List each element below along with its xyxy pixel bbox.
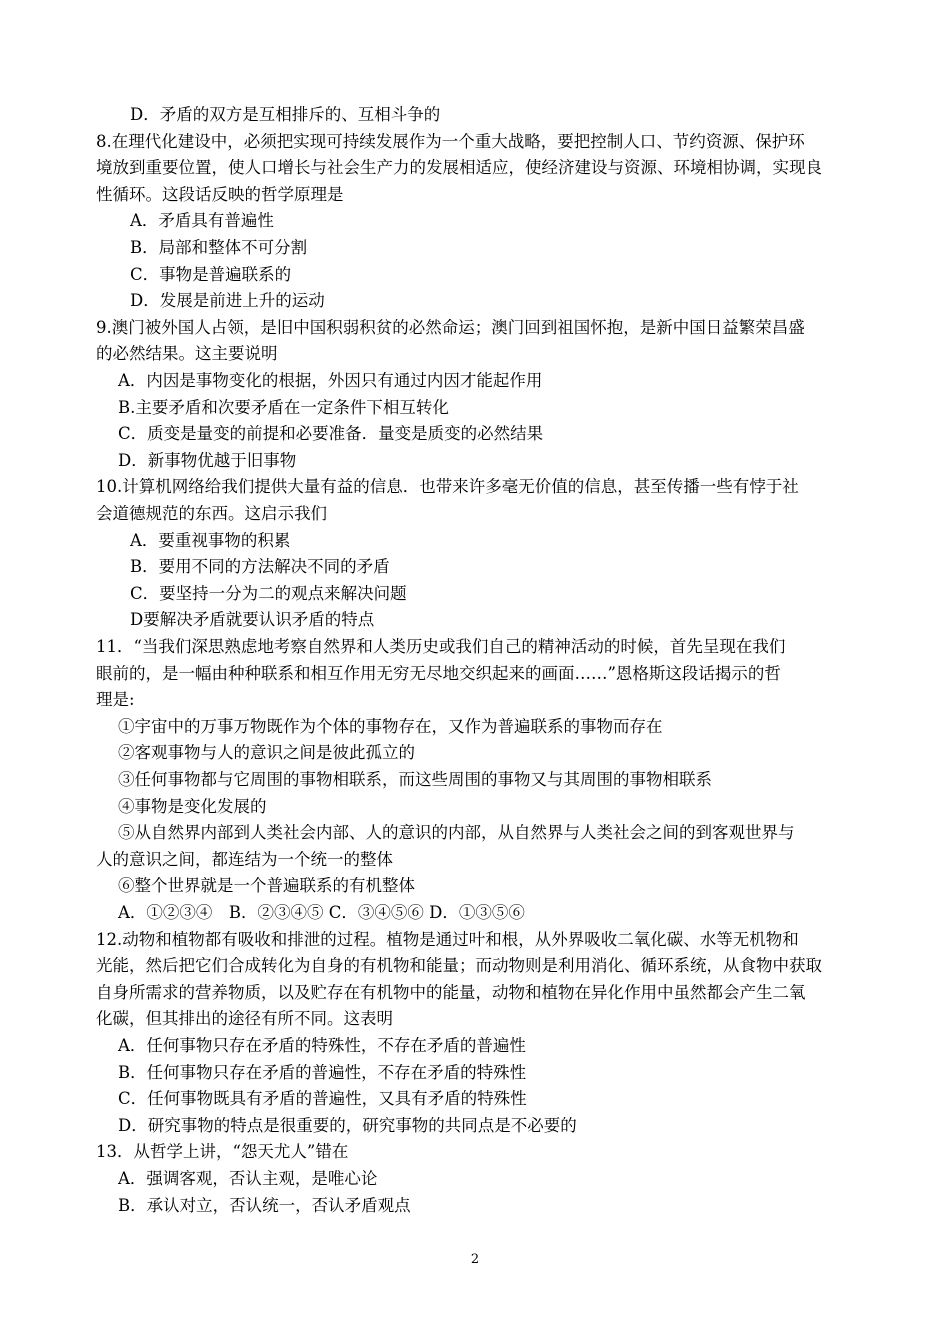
text-line: 12.动物和植物都有吸收和排泄的过程。植物是通过叶和根，从外界吸收二氧化碳、水等无机物和	[96, 929, 799, 949]
text-line: B．局部和整体不可分割	[130, 238, 308, 257]
text-line: A．①②③④ B．②③④⑤ C．③④⑤⑥ D．①③⑤⑥	[118, 903, 525, 922]
text-line: A．强调客观，否认主观，是唯心论	[118, 1169, 378, 1188]
text-line: C．要坚持一分为二的观点来解决问题	[130, 583, 407, 603]
text-line: 人的意识之间，都连结为一个统一的整体	[96, 849, 393, 869]
text-line: 8.在理代化建设中，必须把实现可持续发展作为一个重大战略，要把控制人口、节约资源、保护环	[96, 131, 805, 151]
text-line: D．发展是前进上升的运动	[130, 291, 325, 311]
text-line: B．任何事物只存在矛盾的普遍性，不存在矛盾的特殊性	[118, 1062, 527, 1082]
text-line: 光能，然后把它们合成转化为自身的有机物和能量；而动物则是利用消化、循环系统，从食物中获取	[96, 956, 822, 976]
text-line: ⑤从自然界内部到人类社会内部、人的意识的内部，从自然界与人类社会之间的到客观世界与	[118, 823, 795, 843]
text-line: 10.计算机网络给我们提供大量有益的信息．也带来许多毫无价值的信息，甚至传播一些有悖于社	[96, 477, 799, 497]
text-line: D要解决矛盾就要认识矛盾的特点	[130, 610, 375, 630]
text-line: D．研究事物的特点是很重要的，研究事物的共同点是不必要的	[118, 1115, 577, 1135]
text-line: C．事物是普遍联系的	[130, 264, 292, 284]
text-line: 会道德规范的东西。这启示我们	[96, 504, 327, 523]
text-line: ②客观事物与人的意识之间是彼此孤立的	[118, 743, 415, 763]
text-line: 11．“当我们深思熟虑地考察自然界和人类历史或我们自己的精神活动的时候，首先呈现在我们	[96, 637, 786, 656]
text-line: ④事物是变化发展的	[118, 796, 267, 816]
text-line: B．承认对立，否认统一，否认矛盾观点	[118, 1195, 411, 1215]
text-line: A．矛盾具有普遍性	[130, 211, 274, 231]
text-line: 13．从哲学上讲，“怨天尤人”错在	[96, 1142, 349, 1162]
text-line: 9.澳门被外国人占领，是旧中国积弱积贫的必然命运；澳门回到祖国怀抱，是新中国日益繁荣昌盛	[96, 317, 805, 337]
text-line: 的必然结果。这主要说明	[96, 344, 278, 364]
text-line: C．任何事物既具有矛盾的普遍性，又具有矛盾的特殊性	[118, 1089, 527, 1109]
text-line: A．内因是事物变化的根据，外因只有通过内因才能起作用	[118, 371, 543, 390]
text-line: C．质变是量变的前提和必要准备．量变是质变的必然结果	[118, 424, 544, 444]
text-line: A．要重视事物的积累	[130, 530, 291, 550]
page-number: 2	[470, 1252, 480, 1267]
text-line: 性循环。这段话反映的哲学原理是	[96, 184, 344, 204]
text-line: B．要用不同的方法解决不同的矛盾	[130, 557, 390, 577]
text-line: B.主要矛盾和次要矛盾在一定条件下相互转化	[118, 397, 449, 417]
text-line: 境放到重要位置，使人口增长与社会生产力的发展相适应，使经济建设与资源、环境相协调，实现良	[96, 158, 822, 178]
text-line: D．新事物优越于旧事物	[118, 450, 297, 470]
text-line: 自身所需求的营养物质，以及贮存在有机物中的能量，动物和植物在异化作用中虽然都会产生二氧	[96, 982, 806, 1002]
text-line: A．任何事物只存在矛盾的特殊性，不存在矛盾的普遍性	[118, 1036, 526, 1055]
text-line: ⑥整个世界就是一个普遍联系的有机整体	[118, 876, 415, 896]
text-line: ③任何事物都与它周围的事物相联系，而这些周围的事物又与其周围的事物相联系	[118, 770, 712, 789]
text-line: 化碳，但其排出的途径有所不同。这表明	[96, 1009, 393, 1029]
text-line: ①宇宙中的万事万物既作为个体的事物存在，又作为普遍联系的事物而存在	[118, 716, 663, 736]
text-line: D．矛盾的双方是互相排斥的、互相斗争的	[130, 105, 441, 124]
text-line: 理是:	[96, 690, 135, 710]
text-line: 眼前的，是一幅由种种联系和相互作用无穷无尽地交织起来的画面……”恩格斯这段话揭示的哲	[96, 663, 781, 683]
